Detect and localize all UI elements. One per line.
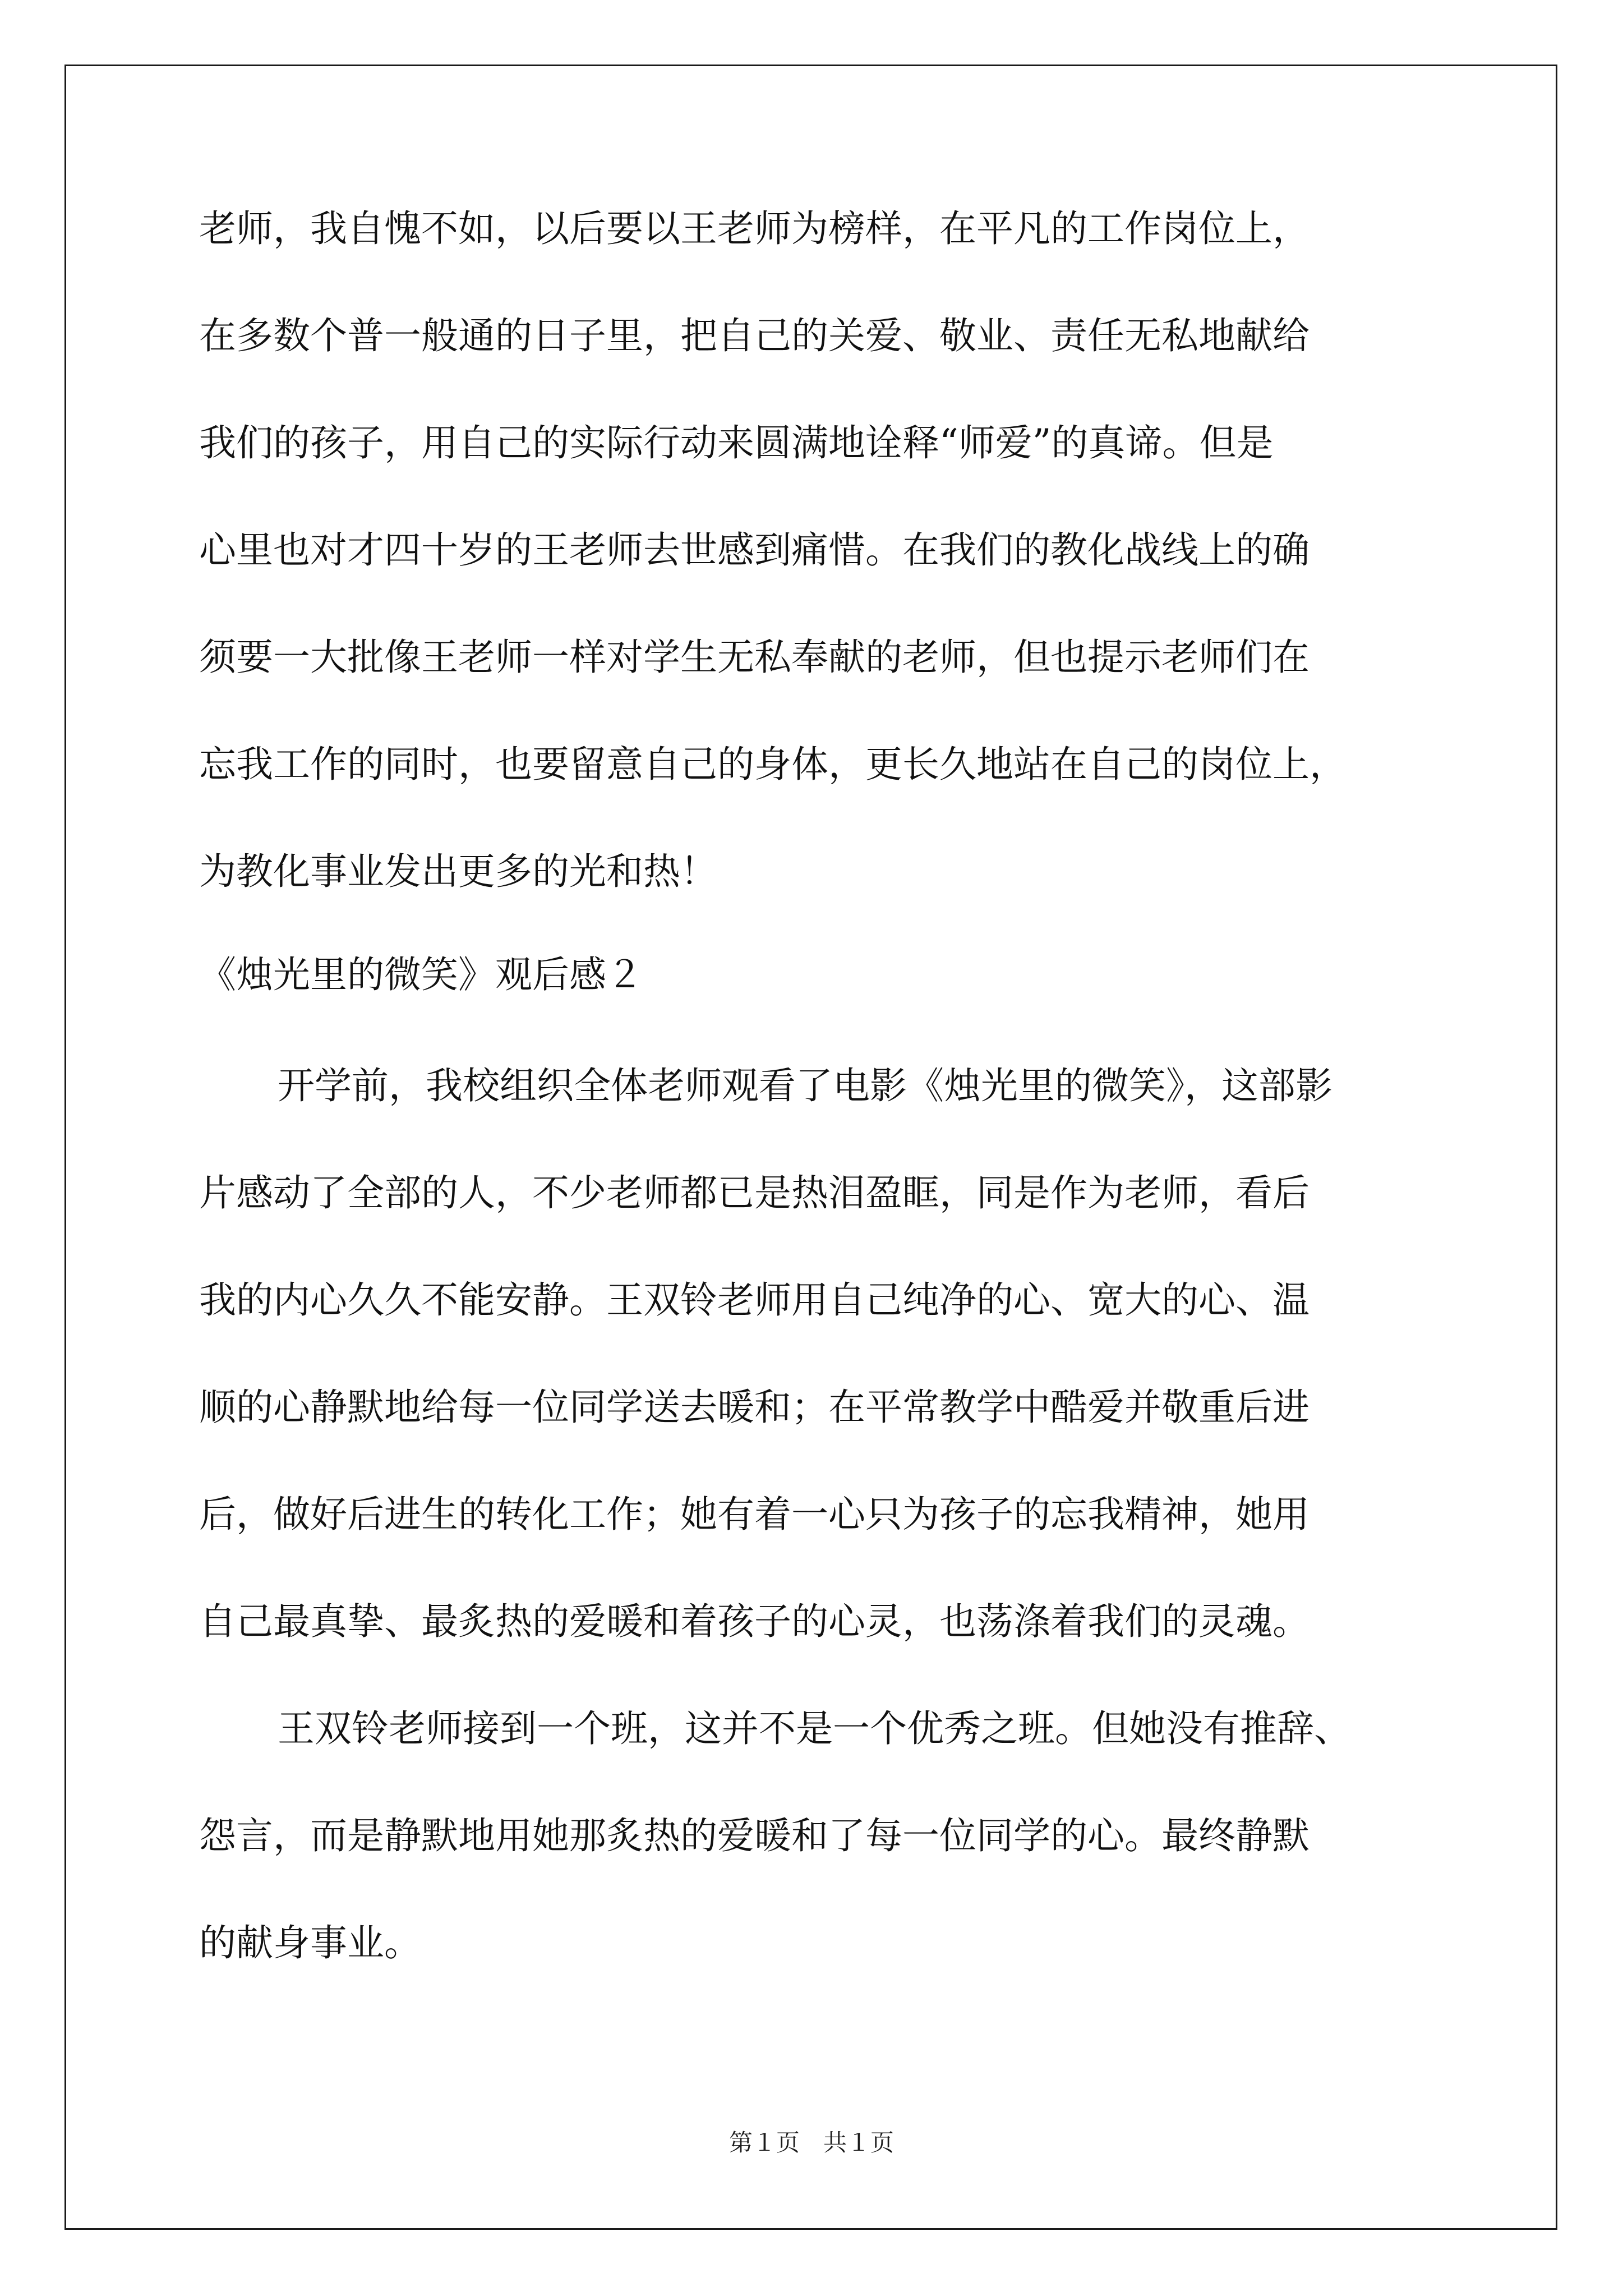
paragraph-line: 自己最真挚、最炙热的爱暖和着孩子的心灵，也荡涤着我们的灵魂。 bbox=[199, 1600, 1310, 1643]
paragraph-line: 须要一大批像王老师一样对学生无私奉献的老师，但也提示老师们在 bbox=[199, 636, 1310, 679]
paragraph-line: 片感动了全部的人，不少老师都已是热泪盈眶，同是作为老师，看后 bbox=[199, 1171, 1310, 1214]
paragraph-line: 心里也对才四十岁的王老师去世感到痛惜。在我们的教化战线上的确 bbox=[199, 528, 1310, 572]
paragraph-line: 我的内心久久不能安静。王双铃老师用自己纯净的心、宽大的心、温 bbox=[199, 1278, 1310, 1322]
paragraph-line: 的献身事业。 bbox=[199, 1921, 421, 1964]
section-title: 《烛光里的微笑》观后感２ bbox=[199, 953, 643, 996]
paragraph-line: 王双铃老师接到一个班，这并不是一个优秀之班。但她没有推辞、 bbox=[278, 1707, 1351, 1750]
page-border bbox=[64, 65, 1557, 2230]
paragraph-line: 我们的孩子，用自己的实际行动来圆满地诠释“师爱”的真谛。但是 bbox=[199, 421, 1274, 464]
paragraph-line: 怨言，而是静默地用她那炙热的爱暖和了每一位同学的心。最终静默 bbox=[199, 1814, 1310, 1857]
paragraph-line: 后，做好后进生的转化工作；她有着一心只为孩子的忘我精神，她用 bbox=[199, 1493, 1310, 1536]
paragraph-line: 顺的心静默地给每一位同学送去暖和；在平常教学中酷爱并敬重后进 bbox=[199, 1386, 1310, 1429]
paragraph-line: 为教化事业发出更多的光和热！ bbox=[199, 850, 717, 893]
paragraph-line: 老师，我自愧不如，以后要以王老师为榜样，在平凡的工作岗位上， bbox=[199, 207, 1310, 250]
paragraph-line: 在多数个普一般通的日子里，把自己的关爱、敬业、责任无私地献给 bbox=[199, 314, 1310, 357]
paragraph-line: 开学前，我校组织全体老师观看了电影《烛光里的微笑》，这部影 bbox=[278, 1064, 1332, 1107]
paragraph-line: 忘我工作的同时，也要留意自己的身体，更长久地站在自己的岗位上， bbox=[199, 743, 1347, 786]
page-number-footer: 第１页 共１页 bbox=[728, 2129, 894, 2156]
